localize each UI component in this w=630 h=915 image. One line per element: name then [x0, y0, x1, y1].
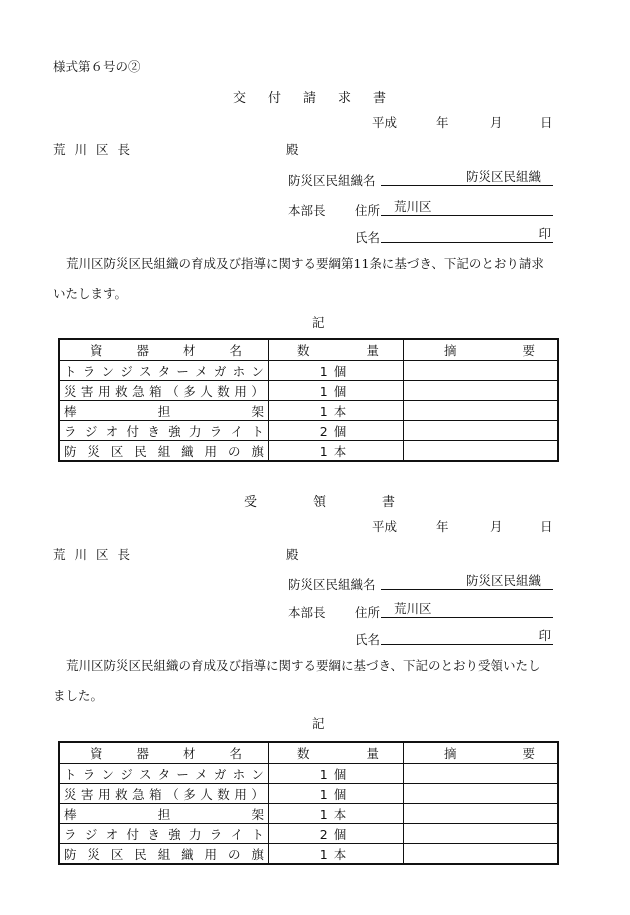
- header-name: [59, 742, 269, 764]
- item-qty: 1個: [269, 764, 404, 784]
- item-name-char: 災: [64, 383, 77, 399]
- header-note-label: [404, 341, 557, 359]
- item-name-char: 災: [87, 846, 100, 862]
- item-name-char: ト: [64, 766, 77, 782]
- item-note[interactable]: [404, 764, 559, 784]
- item-name-char: ン: [101, 766, 114, 782]
- item-qty: 1本: [269, 401, 404, 421]
- item-name-char: ス: [138, 766, 152, 782]
- item-name-char: 用: [204, 443, 218, 459]
- request-honorific: 殿: [286, 142, 299, 157]
- item-name-cell: [59, 441, 269, 462]
- item-name-char: ガ: [213, 766, 227, 782]
- item-name-char: 組: [157, 846, 171, 862]
- item-name-char: ガ: [213, 363, 227, 379]
- receipt-body-line1: 荒川区防災区民組織の育成及び指導に関する要綱に基づき、下記のとおり受領いたし: [66, 658, 541, 673]
- header-note: [404, 742, 559, 764]
- item-name-char: ジ: [84, 423, 98, 439]
- item-name-char: ラ: [209, 423, 223, 439]
- receipt-address-field[interactable]: [381, 601, 553, 618]
- item-name-char: き: [147, 826, 160, 842]
- request-name-field[interactable]: [381, 226, 553, 243]
- item-name-char: 強: [168, 826, 181, 842]
- header-note-label-char: 摘: [444, 746, 457, 761]
- header-qty-label-char: 数: [297, 746, 310, 761]
- item-name-char: ホ: [232, 363, 246, 379]
- item-name-char: ラ: [64, 826, 77, 842]
- item-name: [64, 805, 264, 823]
- item-name-char: 害: [81, 383, 94, 399]
- header-note-label: [404, 744, 557, 762]
- request-addressee: 荒川区長: [53, 142, 140, 157]
- item-note[interactable]: [404, 824, 559, 844]
- request-title: 交付請求書: [233, 91, 409, 106]
- item-name-char: ト: [251, 826, 264, 842]
- item-name: [64, 402, 264, 420]
- header-qty-label: [269, 341, 403, 359]
- header-qty: [269, 742, 404, 764]
- receipt-name-label: 氏名: [355, 632, 381, 647]
- request-ki: 記: [312, 315, 325, 330]
- item-name-char: 災: [87, 443, 100, 459]
- table-header-row: [59, 339, 558, 361]
- item-name-char: 救: [115, 383, 128, 399]
- item-name-cell: [59, 784, 269, 804]
- item-name-cell: [59, 381, 269, 401]
- item-name-char: ン: [251, 766, 264, 782]
- item-name-char: オ: [105, 826, 119, 842]
- header-name-label-char: 器: [136, 746, 149, 761]
- item-name-char: ）: [251, 786, 264, 802]
- item-name-char: 民: [134, 846, 147, 862]
- item-name: [64, 442, 264, 460]
- item-name: [64, 785, 264, 803]
- item-name-char: 区: [110, 846, 124, 862]
- header-name-label: [60, 744, 268, 762]
- request-items-table: [58, 338, 559, 462]
- item-qty: 2個: [269, 824, 404, 844]
- table-row: [59, 824, 558, 844]
- receipt-date-month: 月: [490, 519, 503, 534]
- item-name: [64, 825, 264, 843]
- request-body-line2: いたします。: [53, 286, 128, 301]
- receipt-honorific: 殿: [286, 547, 299, 562]
- item-name-char: タ: [157, 363, 171, 379]
- item-name-char: の: [227, 846, 241, 862]
- header-qty: [269, 339, 404, 361]
- item-name-cell: [59, 804, 269, 824]
- table-row: [59, 401, 558, 421]
- item-name-char: イ: [230, 423, 244, 439]
- header-qty-label: [269, 744, 403, 762]
- request-seal: 印: [538, 226, 551, 241]
- item-name-char: 付: [126, 826, 139, 842]
- item-name-char: 多: [183, 786, 196, 802]
- header-qty-label-char: 量: [366, 746, 379, 761]
- header-note-label-char: 要: [522, 343, 535, 358]
- request-date-year: 年: [436, 115, 449, 130]
- request-date-era: 平成: [372, 115, 398, 130]
- table-row: [59, 844, 558, 865]
- table-row: [59, 381, 558, 401]
- item-name-char: （: [166, 383, 179, 399]
- item-name: [64, 382, 264, 400]
- header-name-label-char: 材: [182, 343, 196, 358]
- receipt-headquarters-label: 本部長: [288, 605, 326, 620]
- item-name-char: ラ: [82, 363, 96, 379]
- request-org-label: 防災区民組織名: [288, 173, 376, 188]
- item-name-cell: [59, 361, 269, 381]
- receipt-ki: 記: [312, 716, 325, 731]
- form-number: 様式第６号の②: [53, 59, 141, 74]
- request-date-day: 日: [540, 115, 553, 130]
- item-name-char: 担: [157, 806, 171, 822]
- item-note[interactable]: [404, 844, 559, 865]
- item-name-char: 担: [157, 403, 171, 419]
- item-name: [64, 362, 264, 380]
- item-name-char: メ: [195, 766, 208, 782]
- header-name-label-char: 資: [90, 746, 103, 761]
- header-name-label-char: 名: [229, 343, 242, 358]
- request-address-value: 荒川区: [394, 199, 432, 214]
- table-row: [59, 361, 558, 381]
- request-org-field[interactable]: [381, 169, 553, 186]
- item-name: [64, 845, 264, 863]
- item-name-char: 区: [110, 443, 124, 459]
- item-name-char: 用: [234, 383, 247, 399]
- receipt-org-label: 防災区民組織名: [288, 577, 376, 592]
- item-name-char: 人: [200, 786, 213, 802]
- receipt-items-table: [58, 741, 559, 865]
- item-name-char: 急: [132, 383, 145, 399]
- header-qty-label-char: 数: [297, 343, 310, 358]
- item-name-char: 救: [115, 786, 128, 802]
- item-name-char: 急: [132, 786, 145, 802]
- item-note[interactable]: [404, 804, 559, 824]
- item-name-cell: [59, 401, 269, 421]
- item-name-char: 用: [204, 846, 218, 862]
- item-note[interactable]: [404, 361, 559, 381]
- item-name-char: ト: [251, 423, 264, 439]
- header-name: [59, 339, 269, 361]
- item-name-char: 旗: [251, 846, 264, 862]
- item-name-char: ト: [64, 363, 77, 379]
- item-name-char: 用: [98, 383, 111, 399]
- item-name: [64, 422, 264, 440]
- item-name-char: の: [227, 443, 241, 459]
- item-qty: 1本: [269, 844, 404, 865]
- item-name-cell: [59, 764, 269, 784]
- item-name-char: ）: [251, 383, 264, 399]
- item-name-char: 棒: [64, 806, 77, 822]
- header-name-label-char: 名: [229, 746, 242, 761]
- receipt-address-value: 荒川区: [394, 601, 432, 616]
- receipt-seal: 印: [538, 628, 551, 643]
- item-name-cell: [59, 421, 269, 441]
- receipt-address-label: 住所: [355, 605, 381, 620]
- receipt-title: 受領書: [244, 495, 452, 510]
- request-headquarters-label: 本部長: [288, 203, 326, 218]
- item-name-char: 力: [188, 826, 202, 842]
- request-name-label: 氏名: [355, 230, 381, 245]
- receipt-date-day: 日: [540, 519, 553, 534]
- item-qty: 1本: [269, 441, 404, 462]
- receipt-body-line2: ました。: [53, 688, 104, 703]
- item-name-char: 災: [64, 786, 77, 802]
- item-name-char: メ: [195, 363, 208, 379]
- item-note[interactable]: [404, 421, 559, 441]
- header-name-label-char: 器: [136, 343, 149, 358]
- item-name-char: き: [147, 423, 160, 439]
- item-name-char: 用: [98, 786, 111, 802]
- item-name-char: （: [166, 786, 179, 802]
- table-row: [59, 804, 558, 824]
- item-qty: 2個: [269, 421, 404, 441]
- item-name-char: ー: [176, 363, 189, 379]
- receipt-org-value: 防災区民組織: [465, 573, 541, 588]
- receipt-date-year: 年: [436, 519, 449, 534]
- item-name-char: オ: [105, 423, 119, 439]
- request-org-value: 防災区民組織: [465, 169, 541, 184]
- item-name-char: 数: [217, 383, 230, 399]
- item-name-char: ジ: [120, 363, 133, 379]
- item-name-cell: [59, 844, 269, 865]
- item-qty: 1本: [269, 804, 404, 824]
- item-name-char: ー: [176, 766, 189, 782]
- header-name-label: [60, 341, 268, 359]
- item-name-char: 織: [181, 443, 194, 459]
- item-note[interactable]: [404, 784, 559, 804]
- item-note[interactable]: [404, 401, 559, 421]
- item-qty: 1個: [269, 361, 404, 381]
- table-header-row: [59, 742, 558, 764]
- item-name-char: 多: [183, 383, 196, 399]
- header-name-label-char: 材: [182, 746, 196, 761]
- header-note-label-char: 摘: [444, 343, 457, 358]
- receipt-date-era: 平成: [372, 519, 398, 534]
- receipt-org-field[interactable]: [381, 573, 553, 590]
- item-name: [64, 765, 264, 783]
- item-name-char: ラ: [209, 826, 223, 842]
- request-address-field[interactable]: [381, 199, 553, 216]
- item-name-char: 旗: [251, 443, 264, 459]
- item-name-char: ス: [138, 363, 152, 379]
- item-name-char: 防: [64, 846, 77, 862]
- header-qty-label-char: 量: [366, 343, 379, 358]
- table-row: [59, 784, 558, 804]
- item-name-char: 棒: [64, 403, 77, 419]
- item-note[interactable]: [404, 381, 559, 401]
- item-name-char: 数: [217, 786, 230, 802]
- item-qty: 1個: [269, 381, 404, 401]
- item-name-char: 害: [81, 786, 94, 802]
- header-note-label-char: 要: [522, 746, 535, 761]
- item-name-char: 防: [64, 443, 77, 459]
- item-name-char: 力: [188, 423, 202, 439]
- item-name-char: イ: [230, 826, 244, 842]
- item-name-char: ホ: [232, 766, 246, 782]
- item-name-char: 用: [234, 786, 247, 802]
- item-name-char: ラ: [64, 423, 77, 439]
- header-name-label-char: 資: [90, 343, 103, 358]
- item-name-char: ジ: [120, 766, 133, 782]
- receipt-name-field[interactable]: [381, 628, 553, 645]
- item-name-char: 付: [126, 423, 139, 439]
- item-name-char: 架: [251, 806, 264, 822]
- item-name-char: 架: [251, 403, 264, 419]
- item-name-char: 箱: [149, 383, 162, 399]
- item-qty: 1個: [269, 784, 404, 804]
- request-address-label: 住所: [355, 203, 381, 218]
- table-row: [59, 764, 558, 784]
- item-note[interactable]: [404, 441, 559, 462]
- header-note: [404, 339, 559, 361]
- item-name-char: 箱: [149, 786, 162, 802]
- item-name-char: 強: [168, 423, 181, 439]
- item-name-char: 民: [134, 443, 147, 459]
- request-body-line1: 荒川区防災区民組織の育成及び指導に関する要綱第11条に基づき、下記のとおり請求: [66, 256, 544, 271]
- item-name-char: 人: [200, 383, 213, 399]
- item-name-char: ラ: [82, 766, 96, 782]
- table-row: [59, 441, 558, 462]
- item-name-char: タ: [157, 766, 171, 782]
- item-name-char: ン: [251, 363, 264, 379]
- table-row: [59, 421, 558, 441]
- request-date-month: 月: [490, 115, 503, 130]
- item-name-char: 組: [157, 443, 171, 459]
- item-name-char: ン: [101, 363, 114, 379]
- item-name-cell: [59, 824, 269, 844]
- receipt-addressee: 荒川区長: [53, 547, 140, 562]
- item-name-char: ジ: [84, 826, 98, 842]
- item-name-char: 織: [181, 846, 194, 862]
